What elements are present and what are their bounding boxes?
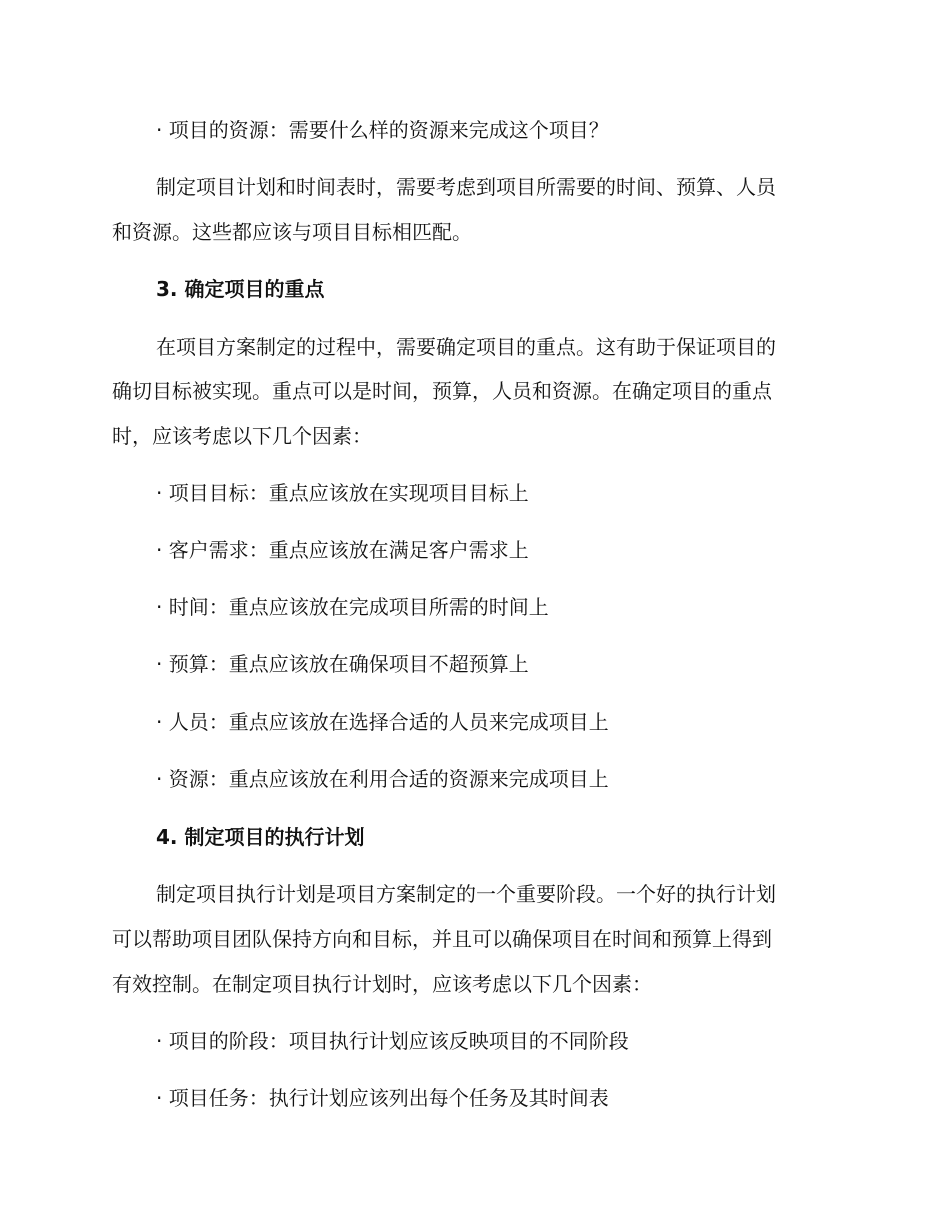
bullet-exec-tasks: · 项目任务：执行计划应该列出每个任务及其时间表 [156,1086,609,1110]
bullet-exec-phases: · 项目的阶段：项目执行计划应该反映项目的不同阶段 [156,1029,629,1053]
paragraph-focus-line-3: 时，应该考虑以下几个因素： [112,424,372,448]
bullet-project-resources: · 项目的资源：需要什么样的资源来完成这个项目？ [156,118,609,142]
paragraph-exec-line-2: 可以帮助项目团队保持方向和目标，并且可以确保项目在时间和预算上得到 [112,927,772,951]
bullet-focus-time: · 时间：重点应该放在完成项目所需的时间上 [156,595,549,619]
paragraph-exec-line-1: 制定项目执行计划是项目方案制定的一个重要阶段。一个好的执行计划 [156,882,776,906]
paragraph-exec-line-3: 有效控制。在制定项目执行计划时，应该考虑以下几个因素： [112,972,652,996]
paragraph-plan-line-1: 制定项目计划和时间表时，需要考虑到项目所需要的时间、预算、人员 [156,175,776,199]
section-heading-4: 4. 制定项目的执行计划 [156,825,365,849]
paragraph-plan-line-2: 和资源。这些都应该与项目目标相匹配。 [112,220,472,244]
bullet-focus-budget: · 预算：重点应该放在确保项目不超预算上 [156,652,529,676]
bullet-focus-goals: · 项目目标：重点应该放在实现项目目标上 [156,481,529,505]
paragraph-focus-line-2: 确切目标被实现。重点可以是时间，预算，人员和资源。在确定项目的重点 [112,379,772,403]
bullet-focus-customer: · 客户需求：重点应该放在满足客户需求上 [156,538,529,562]
section-heading-3: 3. 确定项目的重点 [156,277,325,301]
bullet-focus-people: · 人员：重点应该放在选择合适的人员来完成项目上 [156,710,609,734]
paragraph-focus-line-1: 在项目方案制定的过程中，需要确定项目的重点。这有助于保证项目的 [156,335,776,359]
bullet-focus-resources: · 资源：重点应该放在利用合适的资源来完成项目上 [156,767,609,791]
